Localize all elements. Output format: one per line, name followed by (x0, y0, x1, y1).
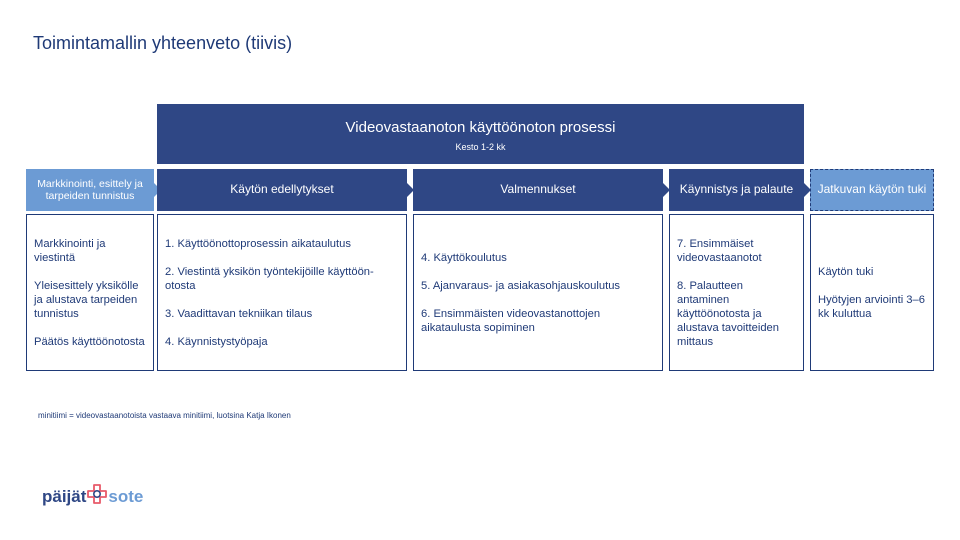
phase-label: Jatkuvan käytön tuki (817, 182, 927, 197)
phase-header-continuous-support (810, 169, 934, 211)
phase-box-trainings (413, 214, 663, 371)
page-title: Toimintamallin yhteenveto (tiivis) (33, 33, 293, 53)
phase-box-launch (669, 214, 804, 371)
list-item: Markkinointi ja viestintä (34, 237, 106, 264)
phase-label: Valmennukset (500, 182, 576, 197)
logo-text-part1: päijät (42, 486, 87, 506)
banner-duration: Kesto 1-2 kk (455, 142, 506, 152)
list-item: 4. Käyttökoulutus (421, 251, 507, 264)
list-item: 7. Ensimmäiset videovastaanotot (677, 237, 762, 264)
list-item: 2. Viestintä yksikön työntekijöille käyttöön-otosta (165, 265, 374, 292)
cross-icon (87, 484, 107, 509)
list-item: Päätös käyttöönotosta (34, 335, 145, 348)
paijat-sote-logo (42, 484, 143, 509)
list-item: Yleisesittely yksikölle ja alustava tarpeiden tunnistus (34, 279, 139, 320)
phase-header-trainings (413, 169, 663, 211)
list-item: 3. Vaadittavan tekniikan tilaus (165, 307, 313, 320)
phase-header-launch (669, 169, 804, 211)
phase-box-continuous-support (810, 214, 934, 371)
logo-text-part2: sote (108, 486, 144, 506)
list-item: 8. Palautteen antaminen käyttöönotosta ja alustava tavoitteiden mittaus (677, 279, 779, 348)
list-item: 5. Ajanvaraus- ja asiakasohjauskoulutus (421, 279, 621, 292)
phase-header-prerequisites (157, 169, 407, 211)
phase-label: Käynnistys ja palaute (679, 182, 794, 197)
phase-box-prerequisites (157, 214, 407, 371)
banner-title: Videovastaanoton käyttöönoton prosessi (345, 119, 616, 136)
phase-header-marketing (26, 169, 154, 211)
list-item: 4. Käynnistystyöpaja (165, 335, 268, 348)
footnote: minitiimi = videovastaanotoista vastaava minitiimi, luotsina Katja Ikonen (38, 411, 291, 420)
process-banner (157, 104, 804, 164)
phase-label: Markkinointi, esittely ja tarpeiden tunnistus (37, 177, 143, 202)
list-item: 6. Ensimmäisten videovastanottojen aikataulusta sopiminen (421, 307, 601, 334)
phase-box-marketing (26, 214, 154, 371)
list-item: 1. Käyttöönottoprosessin aikataulutus (165, 237, 351, 250)
list-item: Käytön tuki (818, 265, 874, 278)
phase-label: Käytön edellytykset (230, 182, 334, 197)
list-item: Hyötyjen arviointi 3–6 kk kuluttua (818, 293, 925, 320)
